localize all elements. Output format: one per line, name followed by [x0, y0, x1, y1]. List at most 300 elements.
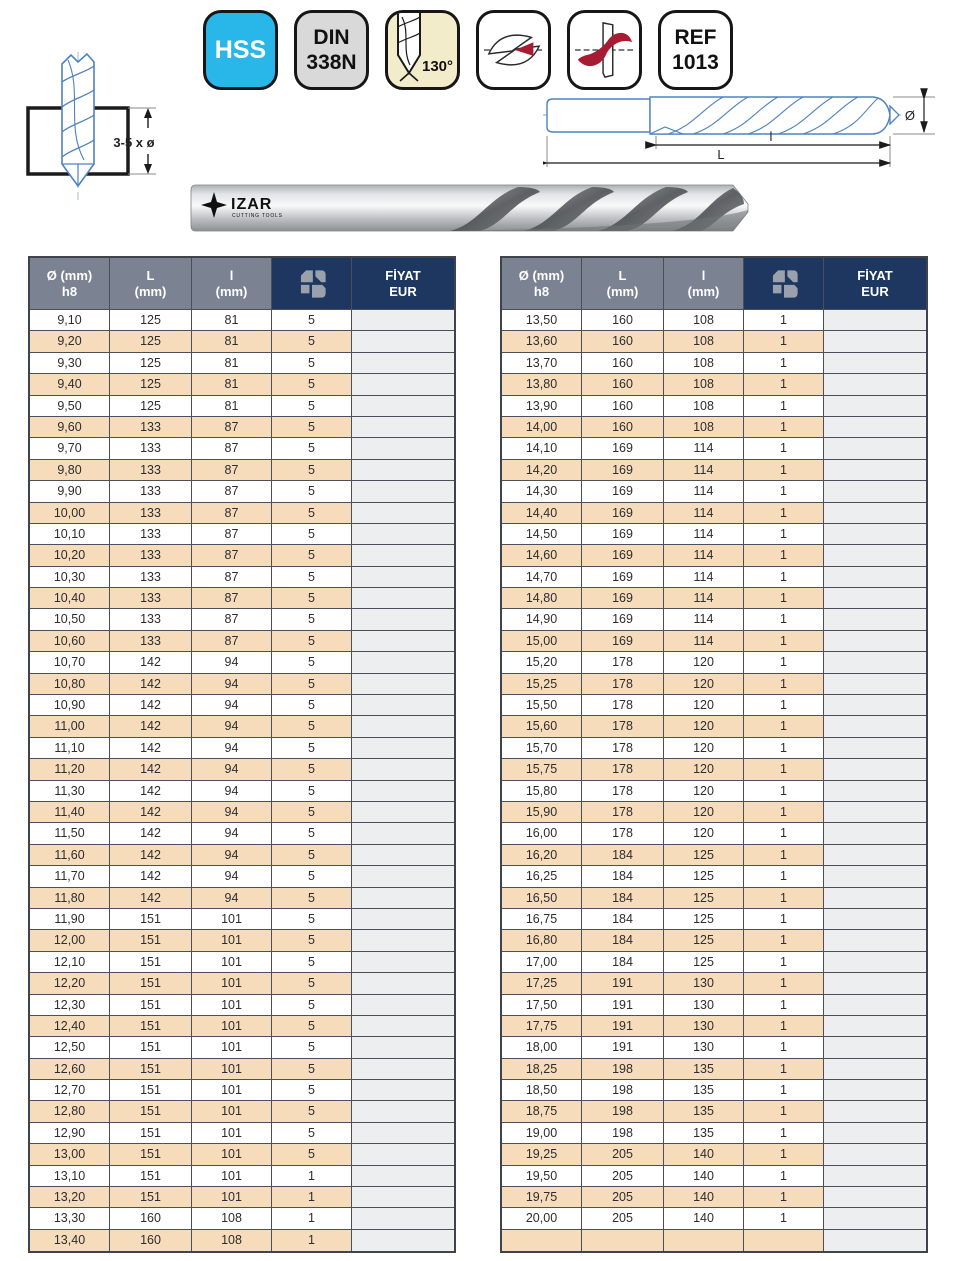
cell-flute-length: 125 [664, 888, 744, 909]
cell-pack-qty: 1 [744, 909, 824, 930]
cell-diameter: 13,60 [502, 331, 582, 352]
cell-pack-qty: 1 [744, 1144, 824, 1165]
cell-flute-length: 130 [664, 995, 744, 1016]
cell-diameter: 10,50 [30, 609, 110, 630]
cell-diameter: 16,00 [502, 823, 582, 844]
cell-pack-qty: 1 [744, 374, 824, 395]
cell-flute-length: 94 [192, 888, 272, 909]
table-row [30, 995, 454, 1016]
cell-price [352, 1037, 454, 1058]
table-row [30, 802, 454, 823]
din-label: DIN [313, 26, 350, 49]
cell-overall-length: 169 [582, 438, 664, 459]
table-header [502, 258, 926, 310]
cell-price [824, 781, 926, 802]
header-line: EUR [389, 283, 417, 299]
cell-overall-length: 151 [110, 1016, 192, 1037]
cell-flute-length: 114 [664, 481, 744, 502]
cell-pack-qty: 1 [744, 1187, 824, 1208]
cell-price [824, 310, 926, 331]
cell-diameter: 10,70 [30, 652, 110, 673]
cell-pack-qty: 5 [272, 845, 352, 866]
cell-flute-length: 135 [664, 1101, 744, 1122]
cell-pack-qty: 5 [272, 695, 352, 716]
cell-diameter: 12,40 [30, 1016, 110, 1037]
table-row [30, 930, 454, 951]
table-body [502, 310, 926, 1251]
table-row [502, 396, 926, 417]
cell-pack-qty: 1 [744, 353, 824, 374]
cell-pack-qty: 1 [744, 310, 824, 331]
cell-overall-length: 125 [110, 353, 192, 374]
table-row [502, 1208, 926, 1229]
cell-overall-length: 142 [110, 823, 192, 844]
cell-diameter: 9,70 [30, 438, 110, 459]
cell-flute-length: 108 [664, 396, 744, 417]
cell-overall-length: 151 [110, 952, 192, 973]
cell-overall-length: 133 [110, 417, 192, 438]
cell-price [352, 609, 454, 630]
cell-price [352, 545, 454, 566]
cell-pack-qty: 5 [272, 503, 352, 524]
shank-outline [547, 99, 650, 132]
cell-price [352, 738, 454, 759]
cell-diameter: 12,30 [30, 995, 110, 1016]
table-row [30, 845, 454, 866]
cell-pack-qty: 1 [744, 952, 824, 973]
cell-flute-length: 81 [192, 310, 272, 331]
cell-flute-length: 101 [192, 1101, 272, 1122]
cell-flute-length: 114 [664, 567, 744, 588]
cell-overall-length: 178 [582, 695, 664, 716]
cell-flute-length: 81 [192, 331, 272, 352]
cell-diameter: 9,30 [30, 353, 110, 374]
cell-overall-length: 178 [582, 674, 664, 695]
cell-flute-length: 101 [192, 1080, 272, 1101]
cell-overall-length: 198 [582, 1080, 664, 1101]
cell-overall-length: 142 [110, 738, 192, 759]
cell-flute-length: 94 [192, 674, 272, 695]
cell-price [824, 331, 926, 352]
cell-price [352, 1123, 454, 1144]
cell-flute-length: 125 [664, 866, 744, 887]
table-row [502, 310, 926, 331]
table-row [502, 1144, 926, 1165]
cell-pack-qty: 1 [744, 631, 824, 652]
cell-overall-length: 178 [582, 738, 664, 759]
cell-overall-length: 178 [582, 716, 664, 737]
cell-overall-length: 151 [110, 1166, 192, 1187]
cell-pack-qty: 5 [272, 353, 352, 374]
cell-flute-length: 135 [664, 1123, 744, 1144]
cell-diameter: 10,30 [30, 567, 110, 588]
cell-overall-length: 151 [110, 1144, 192, 1165]
cell-overall-length: 178 [582, 823, 664, 844]
cell-price [824, 802, 926, 823]
din-standard-badge [294, 10, 369, 90]
cell-diameter: 17,75 [502, 1016, 582, 1037]
table-row [30, 952, 454, 973]
spec-badges [203, 10, 733, 90]
cell-overall-length: 151 [110, 1059, 192, 1080]
cell-flute-length: 108 [192, 1230, 272, 1251]
cell-pack-qty: 1 [744, 396, 824, 417]
cell-flute-length: 108 [664, 353, 744, 374]
cell-diameter: 12,50 [30, 1037, 110, 1058]
cell-overall-length: 198 [582, 1059, 664, 1080]
col-header-diameter [30, 258, 110, 310]
cell-pack-qty: 1 [744, 1123, 824, 1144]
cell-price [824, 930, 926, 951]
cell-flute-length: 81 [192, 353, 272, 374]
cell-flute-length: 87 [192, 524, 272, 545]
cell-overall-length: 151 [110, 1187, 192, 1208]
cell-pack-qty: 1 [744, 1101, 824, 1122]
cell-flute-length: 125 [664, 930, 744, 951]
cell-overall-length: 142 [110, 674, 192, 695]
cell-pack-qty: 1 [744, 823, 824, 844]
cell-pack-qty: 1 [744, 438, 824, 459]
cell-overall-length: 133 [110, 567, 192, 588]
table-row [502, 1166, 926, 1187]
cell-pack-qty: 5 [272, 609, 352, 630]
cell-price [824, 738, 926, 759]
ref-number: 1013 [672, 51, 719, 74]
cell-pack-qty: 1 [744, 460, 824, 481]
cell-diameter: 14,20 [502, 460, 582, 481]
cell-pack-qty: 1 [744, 1016, 824, 1037]
cell-price [352, 438, 454, 459]
cell-pack-qty: 5 [272, 331, 352, 352]
cell-overall-length: 151 [110, 930, 192, 951]
cell-overall-length: 160 [582, 310, 664, 331]
cell-price [824, 1123, 926, 1144]
point-angle-badge [385, 10, 460, 90]
header-line: (mm) [606, 283, 639, 299]
cell-overall-length: 184 [582, 952, 664, 973]
table-row [30, 588, 454, 609]
cell-diameter: 15,90 [502, 802, 582, 823]
table-row [502, 781, 926, 802]
cell-pack-qty: 5 [272, 995, 352, 1016]
table-row [502, 374, 926, 395]
cell-pack-qty: 5 [272, 1037, 352, 1058]
size-table-right [500, 256, 928, 1253]
depth-dimension-label: 3-5 x ø [113, 135, 155, 150]
table-row [502, 503, 926, 524]
cell-diameter: 14,30 [502, 481, 582, 502]
cell-diameter: 16,20 [502, 845, 582, 866]
cell-flute-length: 87 [192, 567, 272, 588]
cell-price [352, 823, 454, 844]
cell-overall-length: 160 [110, 1208, 192, 1229]
cell-flute-length: 114 [664, 503, 744, 524]
izar-logo [201, 192, 283, 219]
size-table-left [28, 256, 456, 1253]
table-row [30, 353, 454, 374]
cell-diameter: 19,50 [502, 1166, 582, 1187]
cell-price [352, 716, 454, 737]
cell-price [824, 652, 926, 673]
cell-overall-length: 178 [582, 759, 664, 780]
cell-price [352, 353, 454, 374]
cell-pack-qty: 1 [744, 781, 824, 802]
table-row [30, 909, 454, 930]
cell-overall-length: 191 [582, 1037, 664, 1058]
cell-overall-length: 191 [582, 995, 664, 1016]
cell-pack-qty: 1 [744, 524, 824, 545]
cell-price [352, 759, 454, 780]
cell-overall-length: 205 [582, 1144, 664, 1165]
cell-price [824, 1059, 926, 1080]
table-row [30, 524, 454, 545]
cell-price [352, 481, 454, 502]
table-row [502, 438, 926, 459]
hss-badge [203, 10, 278, 90]
flute-length-label: l [769, 129, 773, 144]
cell-pack-qty: 5 [272, 567, 352, 588]
cell-flute-length [664, 1230, 744, 1251]
cell-pack-qty: 5 [272, 909, 352, 930]
cell-diameter: 10,10 [30, 524, 110, 545]
header-line: FİYAT [385, 267, 421, 283]
cell-overall-length: 133 [110, 503, 192, 524]
cell-overall-length: 133 [110, 460, 192, 481]
table-row [30, 331, 454, 352]
table-row [502, 1230, 926, 1251]
cell-flute-length: 87 [192, 503, 272, 524]
table-row [502, 1059, 926, 1080]
cell-diameter: 13,80 [502, 374, 582, 395]
cell-flute-length: 130 [664, 973, 744, 994]
cell-flute-length: 114 [664, 631, 744, 652]
table-row [30, 460, 454, 481]
cell-pack-qty: 1 [744, 1059, 824, 1080]
col-header-diameter [502, 258, 582, 310]
table-row [30, 1166, 454, 1187]
cell-diameter: 18,50 [502, 1080, 582, 1101]
table-row [30, 417, 454, 438]
cell-pack-qty: 5 [272, 930, 352, 951]
table-row [502, 331, 926, 352]
cell-flute-length: 101 [192, 1037, 272, 1058]
cell-diameter: 14,80 [502, 588, 582, 609]
drill-tip [890, 106, 899, 124]
cell-price [824, 438, 926, 459]
cell-flute-length: 94 [192, 652, 272, 673]
cell-price [352, 1144, 454, 1165]
cell-price [824, 545, 926, 566]
cell-overall-length: 169 [582, 545, 664, 566]
cell-overall-length: 142 [110, 888, 192, 909]
cell-price [352, 460, 454, 481]
cell-price [824, 396, 926, 417]
dimension-drawing [543, 86, 943, 181]
cell-pack-qty: 1 [744, 545, 824, 566]
header-line: (mm) [134, 283, 167, 299]
cell-price [352, 674, 454, 695]
cell-flute-length: 94 [192, 845, 272, 866]
cell-pack-qty: 5 [272, 1080, 352, 1101]
cell-pack-qty: 1 [744, 738, 824, 759]
cell-diameter: 19,75 [502, 1187, 582, 1208]
cell-pack-qty: 1 [744, 1166, 824, 1187]
cell-diameter: 14,10 [502, 438, 582, 459]
cell-price [824, 952, 926, 973]
table-row [30, 781, 454, 802]
cell-price [824, 1208, 926, 1229]
cell-pack-qty: 1 [744, 930, 824, 951]
table-row [30, 674, 454, 695]
cell-overall-length: 160 [582, 353, 664, 374]
cell-flute-length: 94 [192, 738, 272, 759]
cell-flute-length: 108 [664, 417, 744, 438]
table-row [30, 695, 454, 716]
cell-diameter: 14,70 [502, 567, 582, 588]
cell-flute-length: 81 [192, 396, 272, 417]
cell-diameter: 17,50 [502, 995, 582, 1016]
cell-pack-qty: 1 [744, 759, 824, 780]
cell-overall-length: 142 [110, 759, 192, 780]
cell-price [824, 631, 926, 652]
cell-diameter: 10,40 [30, 588, 110, 609]
cell-pack-qty: 5 [272, 781, 352, 802]
cell-overall-length: 133 [110, 481, 192, 502]
cell-flute-length: 101 [192, 1016, 272, 1037]
header-line: (mm) [215, 283, 248, 299]
cell-overall-length: 169 [582, 503, 664, 524]
cell-price [352, 567, 454, 588]
cell-diameter: 17,25 [502, 973, 582, 994]
table-row [502, 631, 926, 652]
cell-diameter: 14,90 [502, 609, 582, 630]
header-line: Ø (mm) [518, 267, 565, 283]
cell-pack-qty: 1 [744, 417, 824, 438]
cell-pack-qty: 1 [744, 1037, 824, 1058]
header-line: L [618, 267, 627, 283]
cell-diameter: 11,40 [30, 802, 110, 823]
cell-diameter: 14,40 [502, 503, 582, 524]
cell-diameter: 15,20 [502, 652, 582, 673]
table-row [502, 952, 926, 973]
cell-flute-length: 87 [192, 417, 272, 438]
cross-section-badge [567, 10, 642, 90]
cell-pack-qty: 5 [272, 1123, 352, 1144]
cell-flute-length: 130 [664, 1037, 744, 1058]
table-row [502, 759, 926, 780]
cell-overall-length: 205 [582, 1166, 664, 1187]
cell-diameter: 15,60 [502, 716, 582, 737]
table-row [502, 481, 926, 502]
cell-overall-length: 191 [582, 1016, 664, 1037]
table-row [30, 1187, 454, 1208]
cell-flute-length: 120 [664, 781, 744, 802]
cell-price [352, 374, 454, 395]
cell-diameter: 10,80 [30, 674, 110, 695]
cell-flute-length: 120 [664, 738, 744, 759]
cell-diameter: 19,00 [502, 1123, 582, 1144]
header-line: h8 [533, 283, 550, 299]
col-header-pack [744, 258, 824, 310]
cell-flute-length: 114 [664, 438, 744, 459]
header-line: EUR [861, 283, 889, 299]
cell-flute-length: 135 [664, 1080, 744, 1101]
cell-diameter: 11,00 [30, 716, 110, 737]
cell-price [824, 888, 926, 909]
cell-price [352, 952, 454, 973]
cell-overall-length: 169 [582, 588, 664, 609]
cell-overall-length: 125 [110, 331, 192, 352]
cell-overall-length: 169 [582, 631, 664, 652]
cell-diameter: 19,25 [502, 1144, 582, 1165]
cell-diameter: 14,00 [502, 417, 582, 438]
cell-overall-length: 142 [110, 845, 192, 866]
header-line: L [146, 267, 155, 283]
cell-pack-qty: 5 [272, 438, 352, 459]
cell-pack-qty: 5 [272, 652, 352, 673]
cell-pack-qty: 5 [272, 417, 352, 438]
col-header-overall-length [110, 258, 192, 310]
cell-price [352, 1080, 454, 1101]
cell-pack-qty: 1 [744, 802, 824, 823]
brand-tagline: CUTTING TOOLS [232, 213, 283, 219]
table-row [30, 1080, 454, 1101]
cell-diameter: 9,10 [30, 310, 110, 331]
cell-diameter: 13,30 [30, 1208, 110, 1229]
cell-overall-length: 169 [582, 460, 664, 481]
table-row [502, 823, 926, 844]
cell-diameter: 11,50 [30, 823, 110, 844]
cell-overall-length: 151 [110, 1080, 192, 1101]
table-row [502, 674, 926, 695]
cell-price [824, 1080, 926, 1101]
col-header-overall-length [582, 258, 664, 310]
cell-flute-length: 130 [664, 1016, 744, 1037]
cell-price [824, 1166, 926, 1187]
cell-flute-length: 114 [664, 460, 744, 481]
table-row [502, 888, 926, 909]
table-row [30, 738, 454, 759]
cell-pack-qty: 5 [272, 802, 352, 823]
cell-overall-length: 178 [582, 652, 664, 673]
diameter-label: Ø [904, 108, 915, 123]
cell-pack-qty: 5 [272, 460, 352, 481]
cell-flute-length: 114 [664, 609, 744, 630]
table-row [502, 545, 926, 566]
cell-flute-length: 114 [664, 545, 744, 566]
cell-diameter: 9,80 [30, 460, 110, 481]
cell-price [352, 995, 454, 1016]
cell-overall-length: 133 [110, 524, 192, 545]
cell-price [352, 845, 454, 866]
cell-diameter: 13,00 [30, 1144, 110, 1165]
cell-flute-length: 135 [664, 1059, 744, 1080]
cell-diameter: 12,80 [30, 1101, 110, 1122]
cell-pack-qty: 1 [744, 866, 824, 887]
table-row [30, 438, 454, 459]
ref-badge [658, 10, 733, 90]
col-header-price [824, 258, 926, 310]
cell-price [824, 588, 926, 609]
cell-price [824, 1144, 926, 1165]
table-row [30, 631, 454, 652]
cell-pack-qty: 5 [272, 716, 352, 737]
cell-diameter: 12,90 [30, 1123, 110, 1144]
cell-pack-qty: 5 [272, 1016, 352, 1037]
cell-flute-length: 120 [664, 759, 744, 780]
table-row [30, 1144, 454, 1165]
cell-price [824, 417, 926, 438]
